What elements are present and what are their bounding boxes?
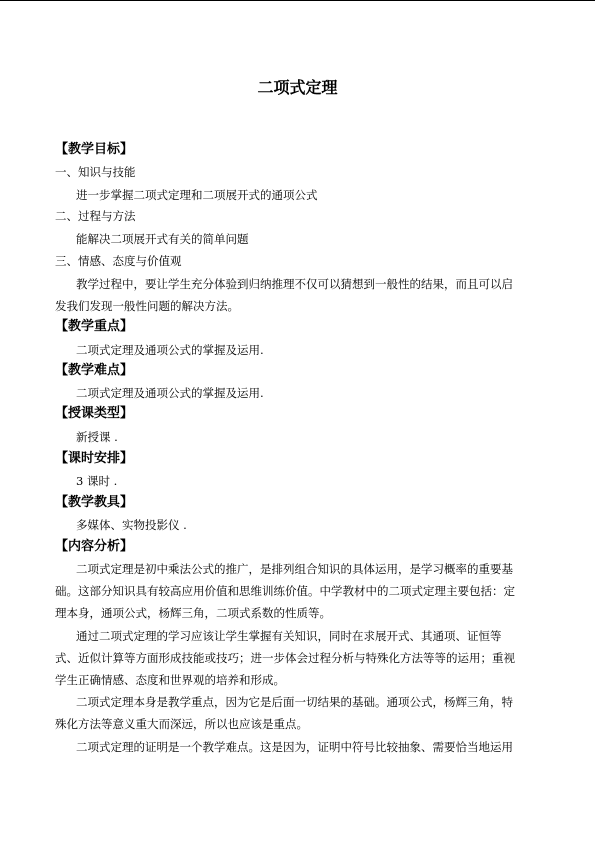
subsection-text-attitude-line2: 发我们发现一般性问题的解决方法。 — [55, 299, 239, 313]
analysis-p2-line3: 学生正确情感、态度和世界观的培养和形成。 — [55, 673, 285, 687]
document-title: 二项式定理 — [257, 78, 338, 97]
difficulties-text: 二项式定理及通项公式的掌握及运用. — [76, 386, 264, 400]
analysis-p1-line1: 二项式定理是初中乘法公式的推广，是排列组合知识的具体运用，是学习概率的重要基 — [76, 562, 513, 576]
section-heading-analysis: 【内容分析】 — [55, 539, 134, 554]
section-heading-lesson-type: 【授课类型】 — [55, 406, 134, 421]
section-heading-difficulties: 【教学难点】 — [55, 363, 134, 378]
top-border-line — [0, 0, 595, 1]
analysis-p1-line2: 础。这部分知识具有较高应用价值和思维训练价值。中学教材中的二项式定理主要包括：定 — [55, 584, 515, 598]
subsection-text-knowledge: 进一步掌握二项式定理和二项展开式的通项公式 — [76, 188, 318, 202]
subsection-title-process: 二、过程与方法 — [55, 209, 136, 223]
section-heading-key-points: 【教学重点】 — [55, 319, 134, 334]
section-heading-objectives: 【教学目标】 — [55, 142, 134, 157]
subsection-title-knowledge: 一、知识与技能 — [55, 165, 136, 179]
analysis-p1-line3: 理本身，通项公式，杨辉三角，二项式系数的性质等。 — [55, 606, 331, 620]
analysis-p2-line2: 式、近似计算等方面形成技能或技巧；进一步体会过程分析与特殊化方法等等的运用；重视 — [55, 651, 515, 665]
schedule-text: 3 课时 . — [76, 474, 118, 488]
subsection-text-process: 能解决二项展开式有关的简单问题 — [76, 232, 249, 246]
analysis-p4-line1: 二项式定理的证明是一个教学难点。这是因为，证明中符号比较抽象、需要恰当地运用 — [76, 740, 513, 754]
analysis-p3-line1: 二项式定理本身是教学重点，因为它是后面一切结果的基础。通项公式，杨辉三角，特 — [76, 695, 513, 709]
subsection-text-attitude-line1: 教学过程中，要让学生充分体验到归纳推理不仅可以猜想到一般性的结果，而且可以启 — [76, 277, 513, 291]
lesson-type-text: 新授课 . — [76, 430, 118, 444]
key-points-text: 二项式定理及通项公式的掌握及运用. — [76, 343, 264, 357]
tools-text: 多媒体、实物投影仪 . — [76, 518, 187, 532]
analysis-p3-line2: 殊化方法等意义重大而深远，所以也应该是重点。 — [55, 717, 308, 731]
section-heading-schedule: 【课时安排】 — [55, 451, 134, 466]
section-heading-tools: 【教学教具】 — [55, 495, 134, 510]
analysis-p2-line1: 通过二项式定理的学习应该让学生掌握有关知识，同时在求展开式、其通项、证恒等 — [76, 629, 502, 643]
subsection-title-attitude: 三、情感、态度与价值观 — [55, 254, 182, 268]
